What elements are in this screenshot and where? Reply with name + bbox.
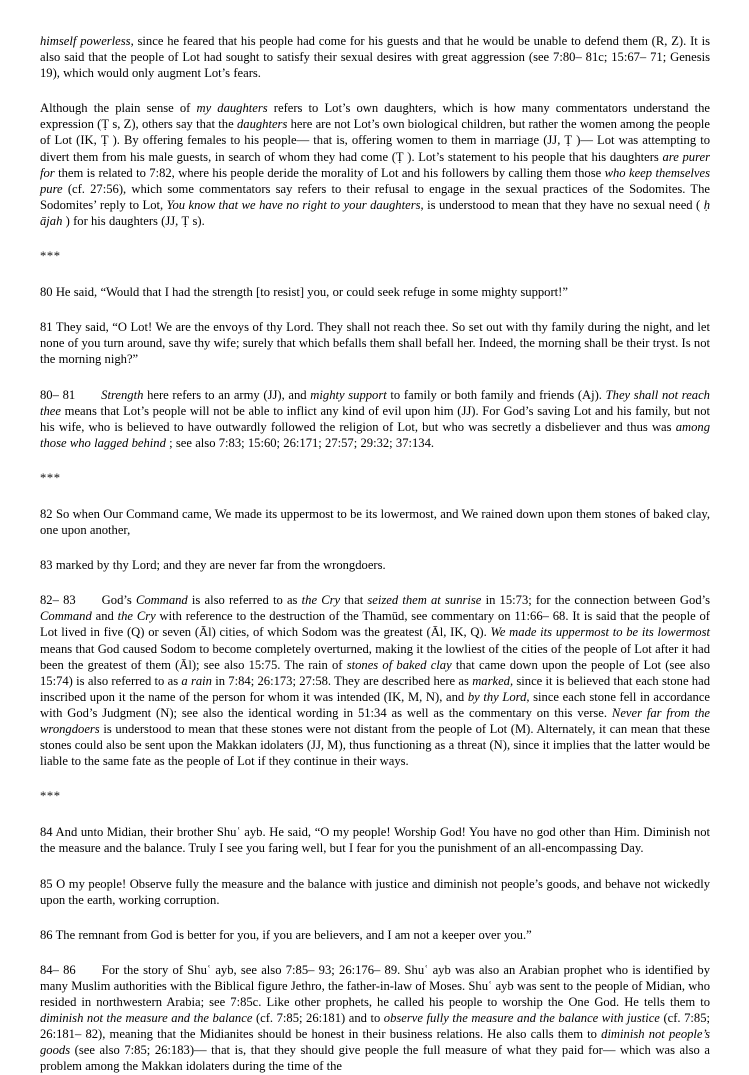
- text-run: in 7:84; 26:173; 27:58. They are described here as: [211, 673, 473, 688]
- verse-85: 85 O my people! Observe fully the measure and the balance with justice and diminish not people’s goods, and behave not wickedly upon the earth, working corruption.: [40, 876, 710, 907]
- text-run: Although the plain sense of: [40, 101, 197, 116]
- italic-phrase-who-keep-themselves-pure: who keep themselves pure: [40, 165, 710, 196]
- italic-phrase-command: Command: [135, 593, 188, 608]
- italic-phrase-among-those-who-lagged-behind: among those who lagged behind: [40, 419, 710, 450]
- italic-phrase-you-know-that-we-have-no-right: You know that we have no right to your daughters,: [166, 197, 424, 212]
- page-text-column: [40, 33, 710, 1075]
- italic-phrase-daughters: daughters: [236, 117, 288, 132]
- text-run: (cf. 27:56), which some commentators say refers to their refusal to engage in the sexual practices of the Sodomites. The Sodomites’ reply to Lot,: [40, 181, 710, 212]
- text-run: God’s: [101, 593, 136, 608]
- commentary-80-81: [40, 387, 710, 451]
- italic-phrase-my-daughters: my daughters: [196, 101, 268, 116]
- text-run: and: [91, 609, 118, 624]
- section-separator-1: ***: [40, 249, 61, 264]
- italic-phrase-we-made-its-uppermost: We made its uppermost to be its lowermost: [490, 625, 710, 640]
- italic-phrase-marked: marked,: [472, 673, 514, 688]
- verse-84: 84 And unto Midian, their brother Shuʿ ayb. He said, “O my people! Worship God! You have no god other than Him. Diminish not the measure and the balance. Truly I see you faring well, but I fear for you the punishment of an all-encompassing Day.: [40, 825, 710, 856]
- italic-phrase-stones-of-baked-clay: stones of baked clay: [346, 657, 452, 672]
- verse-81: 81 They said, “O Lot! We are the envoys of thy Lord. They shall not reach thee. So set out with thy family during the night, and let none of you turn around, save thy wife; surely that which befalls them shall befall her. Indeed, the morning shall be their tryst. Is not the morning nigh?”: [40, 320, 710, 367]
- italic-phrase-strength: Strength: [101, 387, 144, 402]
- italic-phrase-diminish-not-the-measure: diminish not the measure and the balance: [40, 1011, 253, 1026]
- italic-phrase-the-cry: the Cry: [301, 593, 341, 608]
- text-run: since each stone fell in accordance with God’s Judgment (N); see also the identical wording in 51:34 as well as the commentary on this verse.: [40, 689, 710, 720]
- commentary-82-83: [40, 592, 710, 769]
- verse-86: 86 The remnant from God is better for you, if you are believers, and I am not a keeper over you.”: [40, 927, 532, 942]
- text-run: that: [340, 593, 368, 608]
- italic-phrase-himself-powerless: himself powerless,: [40, 34, 134, 48]
- verse-82: 82 So when Our Command came, We made its uppermost to be its lowermost, and We rained down upon them stones of baked clay, one upon another,: [40, 506, 710, 538]
- commentary-verse-range: 80– 81: [40, 387, 76, 402]
- text-run: that came down upon the people of Lot (see also 15:74) is also referred to as: [40, 657, 710, 688]
- italic-phrase-a-rain: a rain: [181, 673, 212, 688]
- text-run: is understood to mean that they have no sexual need (: [423, 197, 704, 212]
- italic-transliteration-hajah: ḥ ājah: [40, 197, 710, 228]
- italic-phrase-they-shall-not-reach-thee: They shall not reach thee: [40, 387, 710, 418]
- text-run: here are not Lot’s own biological children, but rather the women among the people of Lot (IK, Ṭ ). By offering females to his people— that is, offering women to them in marriage (JJ, Ṭ )— Lot was attempting to divert them from his male guests, in search of whom they had come (Ṭ ). Lot’s statement to his people that his daughters: [40, 117, 710, 164]
- section-separator-3: ***: [40, 789, 61, 804]
- text-run: ; see also 7:83; 15:60; 26:171; 27:57; 29:32; 37:134.: [165, 435, 435, 450]
- italic-phrase-the-cry-2: the Cry: [117, 609, 156, 624]
- commentary-verse-range: 84– 86: [40, 962, 76, 977]
- italic-phrase-are-purer-for: are purer for: [40, 149, 710, 180]
- paragraph-my-daughters: [40, 100, 710, 229]
- italic-phrase-mighty-support: mighty support: [310, 387, 387, 402]
- text-run: For the story of Shuʿ ayb, see also 7:85– 93; 26:176– 89. Shuʿ ayb was also an Arabian prophet who is identified by many Muslim authorities with the Biblical figure Jethro, the father-in-law of Moses. Shuʿ ayb was sent to the people of Midian, who resided in northwestern Arabia; see 7:85c. Like other prophets, he called his people to worship the One God. He tells them to: [40, 962, 711, 1010]
- text-run: refers to Lot’s own daughters, which is how many commentators understand the expression (Ṭ s, Z), others say that the: [40, 101, 711, 132]
- italic-phrase-never-far-from-the-wrongdoers: Never far from the wrongdoers: [40, 705, 710, 736]
- italic-phrase-observe-fully-the-measure: observe fully the measure and the balance with justice: [383, 1011, 660, 1026]
- verse-83: 83 marked by thy Lord; and they are never far from the wrongdoers.: [40, 558, 386, 573]
- text-run: here refers to an army (JJ), and: [143, 387, 311, 402]
- italic-phrase-diminish-not-peoples-goods: diminish not people’s goods: [40, 1027, 710, 1058]
- text-run: ) for his daughters (JJ, Ṭ s).: [62, 213, 205, 228]
- text-run: with reference to the destruction of the Thamūd, see commentary on 11:66– 68. It is said that the people of Lot lived in five (Q) or seven (Āl) cities, of which Sodom was the greatest (Āl, IK, Q).: [40, 609, 710, 640]
- text-run: (cf. 7:85; 26:181) and to: [252, 1011, 384, 1026]
- text-run: since it is believed that each stone had inscribed upon it the name of the person for whom it was intended (IK, M, N), and: [40, 673, 710, 704]
- text-run: in 15:73; for the connection between God’s: [481, 593, 711, 608]
- commentary-verse-range: 82– 83: [40, 593, 76, 608]
- text-run: (cf. 7:85; 26:181– 82), meaning that the Midianites should be honest in their business relations. He also calls them to: [40, 1011, 710, 1042]
- paragraph-himself-powerless: [40, 33, 710, 81]
- text-run: them is related to 7:82, where his people deride the morality of Lot and his followers by calling them those: [54, 165, 605, 180]
- text-run: since he feared that his people had come for his guests and that he would be unable to defend them (R, Z). It is also said that the people of Lot had sought to satisfy their sexual desires with great aggression (see 7:80– 81c; 15:67– 71; Genesis 19), which would only augment Lot’s fears.: [40, 34, 710, 81]
- italic-phrase-command-2: Command: [40, 609, 92, 624]
- italic-phrase-seized-them-at-sunrise: seized them at sunrise: [367, 593, 482, 608]
- section-separator-2: ***: [40, 470, 61, 485]
- text-run: (see also 7:85; 26:183)— that is, that they should give people the full measure of what they paid for— which was also a problem among the Makkan idolaters during the time of the: [40, 1043, 710, 1074]
- verse-80: 80 He said, “Would that I had the strength [to resist] you, or could seek refuge in some mighty support!”: [40, 285, 568, 300]
- text-run: means that Lot’s people will not be able to inflict any kind of evil upon him (JJ). For God’s saving Lot and his family, but not his wife, who is believed to have outwardly followed the religion of Lot, but who was secretly a disbeliever and thus was: [40, 403, 710, 434]
- text-run: means that God caused Sodom to become completely overturned, making it the lowliest of the cities of the people of Lot after it had been the greatest of them (Āl); see also 15:75. The rain of: [40, 641, 710, 672]
- italic-phrase-by-thy-lord: by thy Lord,: [467, 689, 530, 704]
- text-run: to family or both family and friends (Aj).: [386, 387, 606, 402]
- commentary-84-86: [40, 962, 710, 1075]
- text-run: is understood to mean that these stones were not distant from the people of Lot (M). Alternately, it can mean that these stones could also be sent upon the Makkan idolaters (JJ, M), thus functioning as a threat (N), since it implies that the latter would be liable to the same fate as the people of Lot if they continue in their ways.: [40, 722, 710, 769]
- text-run: is also referred to as: [187, 593, 302, 608]
